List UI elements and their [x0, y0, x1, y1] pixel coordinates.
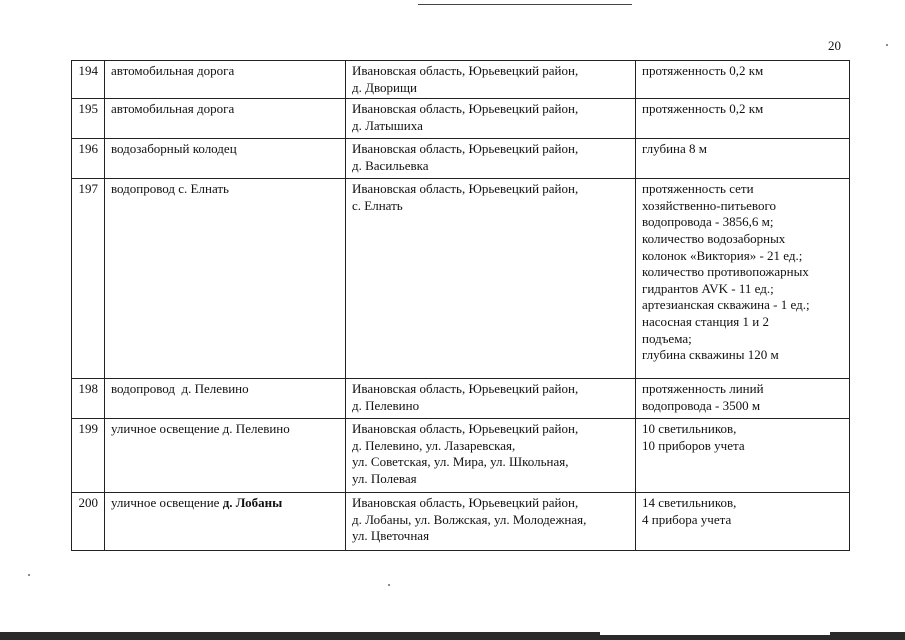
location-line: Ивановская область, Юрьевецкий район, — [352, 381, 579, 397]
object-name: автомобильная дорога — [105, 61, 346, 99]
scan-speck — [28, 574, 30, 576]
object-name: водопровод д. Пелевино — [105, 379, 346, 419]
location-line: ул. Цветочная — [352, 528, 430, 544]
object-details — [636, 99, 850, 139]
details-line: водопровода - 3856,6 м; — [642, 214, 774, 230]
object-location — [346, 179, 636, 379]
details-line: хозяйственно-питьевого — [642, 197, 776, 213]
location-line: Ивановская область, Юрьевецкий район, — [352, 141, 579, 157]
details-line: артезианская скважина - 1 ед.; — [642, 297, 810, 313]
details-line: колонок «Виктория» - 21 ед.; — [642, 247, 803, 263]
details-line: количество противопожарных — [642, 264, 809, 280]
object-location — [346, 139, 636, 179]
row-number: 197 — [72, 179, 105, 379]
footer-scan-gap — [600, 632, 830, 635]
location-line: Ивановская область, Юрьевецкий район, — [352, 495, 579, 511]
row-number: 200 — [72, 493, 105, 551]
details-line: протяженность линий — [642, 381, 764, 397]
location-line: д. Васильевка — [352, 157, 429, 173]
object-name: водозаборный колодец — [105, 139, 346, 179]
page-number: 20 — [828, 38, 841, 53]
object-details — [636, 379, 850, 419]
object-name — [105, 493, 346, 551]
row-number: 194 — [72, 61, 105, 99]
location-line: с. Елнать — [352, 197, 403, 213]
location-line: Ивановская область, Юрьевецкий район, — [352, 421, 579, 437]
location-line: д. Пелевино, ул. Лазаревская, — [352, 437, 516, 453]
location-line: д. Лобаны, ул. Волжская, ул. Молодежная, — [352, 511, 587, 527]
location-line: Ивановская область, Юрьевецкий район, — [352, 63, 579, 78]
row-number: 199 — [72, 419, 105, 493]
object-name-bold: д. Лобаны — [222, 495, 283, 511]
details-line: протяженность сети — [642, 181, 754, 197]
object-details — [636, 61, 850, 99]
object-name: уличное освещение д. Пелевино — [105, 419, 346, 493]
details-line: водопровода - 3500 м — [642, 397, 761, 413]
header-rule — [418, 4, 632, 5]
location-line: д. Пелевино — [352, 397, 420, 413]
object-location — [346, 379, 636, 419]
table-row — [72, 61, 850, 99]
details-line: протяженность 0,2 км — [642, 101, 764, 117]
table-row — [72, 99, 850, 139]
object-location — [346, 61, 636, 99]
object-name: водопровод с. Елнать — [105, 179, 346, 379]
details-line: глубина 8 м — [642, 141, 708, 157]
row-number: 195 — [72, 99, 105, 139]
details-line: количество водозаборных — [642, 230, 786, 246]
object-details — [636, 493, 850, 551]
location-line: ул. Полевая — [352, 470, 417, 486]
object-details — [636, 139, 850, 179]
object-location — [346, 493, 636, 551]
location-line: Ивановская область, Юрьевецкий район, — [352, 181, 579, 197]
details-line: глубина скважины 120 м — [642, 347, 779, 363]
object-name-plain: уличное освещение — [111, 495, 223, 511]
table-row — [72, 179, 850, 379]
registry-table — [71, 60, 850, 551]
table-row — [72, 379, 850, 419]
table-row — [72, 139, 850, 179]
object-details — [636, 419, 850, 493]
location-line: Ивановская область, Юрьевецкий район, — [352, 101, 579, 117]
details-line: 10 приборов учета — [642, 437, 745, 453]
object-location — [346, 99, 636, 139]
row-number: 196 — [72, 139, 105, 179]
details-line: подъема; — [642, 330, 692, 346]
object-name: автомобильная дорога — [105, 99, 346, 139]
row-number: 198 — [72, 379, 105, 419]
details-line: 14 светильников, — [642, 495, 737, 511]
details-line: гидрантов AVK - 11 ед.; — [642, 280, 774, 296]
details-line: 4 прибора учета — [642, 511, 732, 527]
details-line: протяженность 0,2 км — [642, 63, 764, 78]
object-location — [346, 419, 636, 493]
details-line: 10 светильников, — [642, 421, 737, 437]
location-line: ул. Советская, ул. Мира, ул. Школьная, — [352, 454, 569, 470]
details-line: насосная станция 1 и 2 — [642, 313, 769, 329]
scan-speck — [388, 584, 390, 586]
table-row — [72, 493, 850, 551]
object-details — [636, 179, 850, 379]
table-row — [72, 419, 850, 493]
scan-speck — [886, 44, 888, 46]
location-line: д. Дворищи — [352, 79, 417, 95]
location-line: д. Латышиха — [352, 117, 423, 133]
